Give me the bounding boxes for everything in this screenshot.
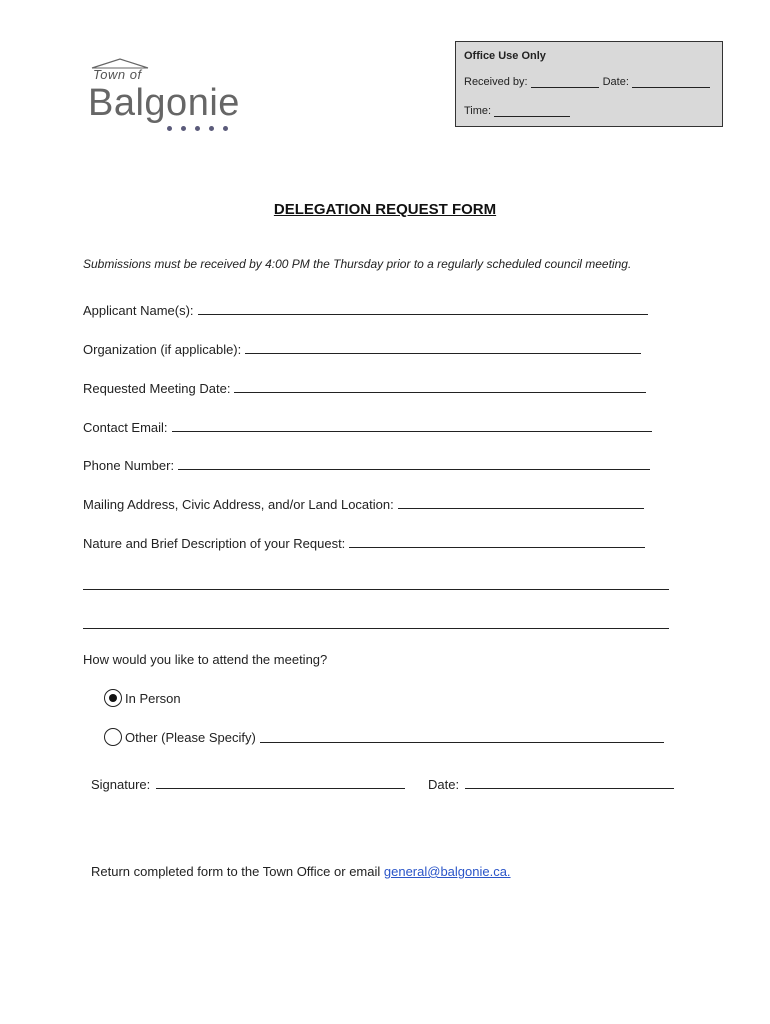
attend-other-input[interactable]: [260, 741, 664, 743]
signature-date-field: [428, 777, 674, 792]
logo-town-of: Town of: [93, 67, 142, 82]
signature-field: [91, 777, 405, 792]
office-received-blank[interactable]: [531, 86, 599, 88]
logo-dots-icon: [167, 126, 228, 131]
attend-in-person-option[interactable]: [104, 689, 181, 707]
return-text: Return completed form to the Town Office or email: [91, 864, 384, 879]
applicant-name-field: [83, 303, 648, 318]
office-time-blank[interactable]: [494, 115, 570, 117]
attend-other-option[interactable]: [104, 728, 664, 746]
mailing-address-label: Mailing Address, Civic Address, and/or Land Location:: [83, 497, 394, 512]
contact-email-field: [83, 420, 652, 435]
meeting-date-field: [83, 381, 646, 396]
contact-email-input[interactable]: [172, 430, 652, 432]
radio-unselected-icon[interactable]: [104, 728, 122, 746]
office-time-label: Time:: [464, 105, 492, 117]
email-link[interactable]: general@balgonie.ca.: [383, 864, 511, 879]
phone-number-input[interactable]: [178, 468, 650, 470]
office-received-label: Received by:: [464, 76, 528, 88]
organization-label: Organization (if applicable):: [83, 342, 242, 357]
signature-date-input[interactable]: [465, 787, 674, 789]
applicant-name-label: Applicant Name(s):: [83, 303, 194, 318]
description-field: [83, 536, 645, 551]
organization-field: [83, 342, 641, 357]
mailing-address-field: [83, 497, 644, 512]
attend-in-person-label: In Person: [125, 690, 181, 706]
attend-question: How would you like to attend the meeting?: [83, 652, 328, 667]
signature-date-label: Date:: [428, 777, 460, 792]
office-time-row: [464, 105, 570, 117]
meeting-date-input[interactable]: [234, 391, 646, 393]
office-date-label: Date:: [602, 76, 629, 88]
contact-email-label: Contact Email:: [83, 420, 168, 435]
radio-selected-icon[interactable]: [104, 689, 122, 707]
phone-number-field: [83, 458, 650, 473]
description-input[interactable]: [349, 546, 645, 548]
logo-name: Balgonie: [88, 82, 240, 124]
meeting-date-label: Requested Meeting Date:: [83, 381, 231, 396]
office-use-title: Office Use Only: [464, 50, 546, 62]
office-date-blank[interactable]: [632, 86, 710, 88]
office-use-box: [455, 41, 723, 127]
description-label: Nature and Brief Description of your Request:: [83, 536, 346, 551]
signature-label: Signature:: [91, 777, 151, 792]
signature-input[interactable]: [156, 787, 405, 789]
return-instructions: [91, 864, 511, 879]
description-line-3[interactable]: [83, 628, 669, 629]
mailing-address-input[interactable]: [398, 507, 644, 509]
attend-other-label: Other (Please Specify): [125, 729, 256, 745]
office-received-row: [464, 76, 710, 88]
description-line-2[interactable]: [83, 589, 669, 590]
applicant-name-input[interactable]: [198, 313, 648, 315]
form-title: DELEGATION REQUEST FORM: [273, 201, 497, 218]
phone-number-label: Phone Number:: [83, 458, 175, 473]
submission-notice: Submissions must be received by 4:00 PM the Thursday prior to a regularly scheduled council meeting.: [83, 257, 632, 271]
organization-input[interactable]: [245, 352, 641, 354]
